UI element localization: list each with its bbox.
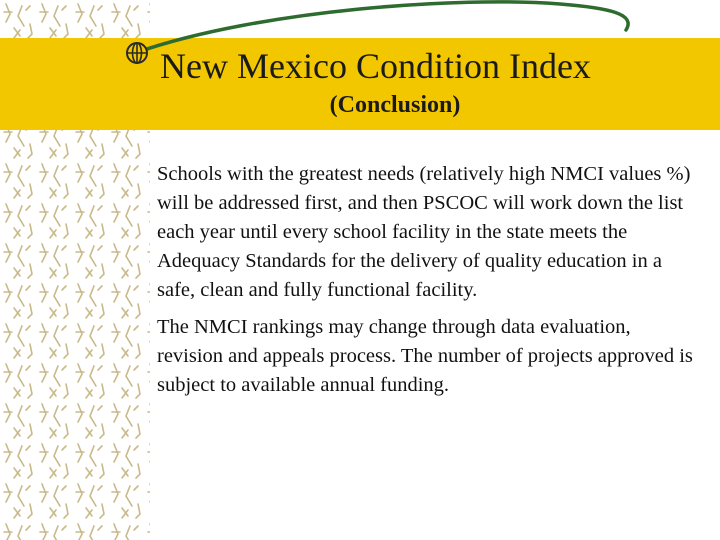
slide-title: New Mexico Condition Index (160, 46, 591, 86)
slide-subtitle: (Conclusion) (329, 92, 461, 118)
body-paragraph-2: The NMCI rankings may change through data evaluation, revision and appeals process. The number of projects approved is subject to available annual funding. (157, 316, 693, 396)
slide-body (157, 160, 697, 408)
globe-bullet-icon (124, 40, 150, 66)
body-paragraph-1: Schools with the greatest needs (relatively high NMCI values %) will be addressed first, and then PSCOC will work down the list each year until every school facility in the state meets the Adequacy Standards for the delivery of quality education in a safe, clean and fully functional facility. (157, 163, 691, 301)
